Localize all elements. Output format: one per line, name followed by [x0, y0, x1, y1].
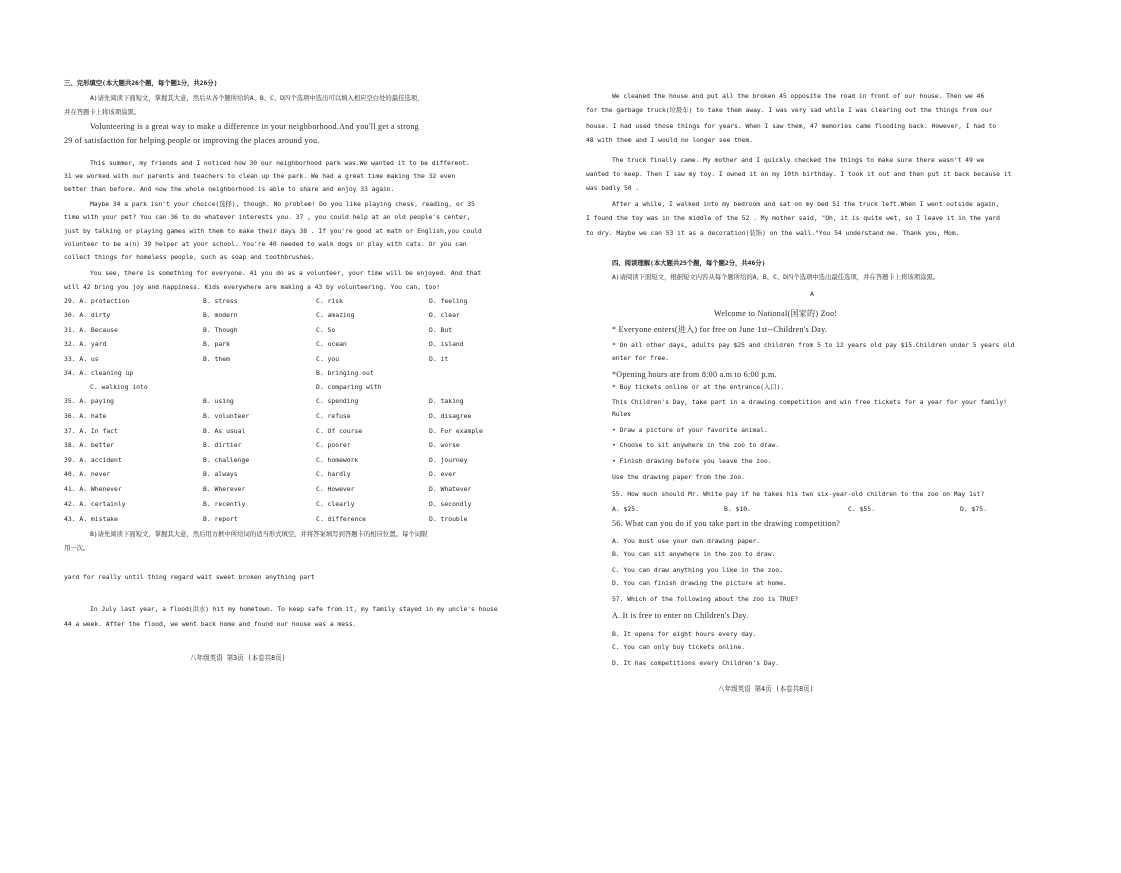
option: B. always: [203, 470, 238, 478]
option: B. $10.: [724, 505, 751, 513]
option: 40. A. never: [64, 470, 111, 478]
option: 39. A. accident: [64, 456, 122, 464]
passage-line: just by talking or playing games with them to make their days 38 . If you're good at math or English,you could: [64, 227, 482, 235]
option: 35. A. paying: [64, 397, 115, 405]
option: 38. A. better: [64, 441, 115, 449]
zoo-line: * Everyone enters(进入) for free on June 1st--Children's Day.: [612, 325, 828, 334]
option: C. difference: [316, 515, 367, 523]
option: D. trouble: [429, 515, 468, 523]
question-57: 57. Which of the following about the zoo is TRUE?: [612, 595, 799, 603]
option: C. refuse: [316, 412, 351, 420]
passage-line: wanted to keep. Then I saw my toy. I owned it on my 10th birthday. I took it out and then put it back because it: [586, 170, 1012, 178]
instruction-a-cont: 并在答题卡上将该项涂黑。: [64, 108, 141, 116]
passage-line: I found the toy was in the middle of the 52 . My mother said, "Oh, it is quite wet, so I leave it in the yard: [586, 214, 1000, 222]
passage-line: You see, there is something for everyone. 41 you do as a volunteer, your time will be enjoyed. And that: [90, 269, 482, 277]
option: B. stress: [203, 297, 238, 305]
zoo-line: * Buy tickets online or at the entrance(入口).: [612, 383, 785, 391]
option: C. hardly: [316, 470, 351, 478]
option: 42. A. certainly: [64, 500, 126, 508]
option: C. So: [316, 326, 336, 334]
passage-line: 31 we worked with our parents and teachers to clean up the park. We had a great time making the 32 even: [64, 172, 456, 180]
option: 41. A. Whenever: [64, 485, 122, 493]
question-56: 56. What can you do if you take part in the drawing competition?: [612, 519, 841, 528]
passage-line: volunteer to be a(n) 39 helper at your school. You're 40 needed to walk dogs or play with cats. Or you can: [64, 240, 467, 248]
option: B. As usual: [203, 427, 246, 435]
option: B. It opens for eight hours every day.: [612, 630, 757, 638]
option: 34. A. cleaning up: [64, 369, 134, 377]
option: D. Whatever: [429, 485, 472, 493]
option: 32. A. yard: [64, 340, 107, 348]
option: B. challenge: [203, 456, 250, 464]
option: D. But: [429, 326, 453, 334]
zoo-line: * On all other days, adults pay $25 and children from 5 to 12 years old pay $15.Children under 5 years old: [612, 341, 1015, 349]
option: A. It is free to enter on Children's Day.: [612, 611, 749, 620]
option: C. homework: [316, 456, 359, 464]
option: C. However: [316, 485, 355, 493]
page-footer: 八年级英语 第3页 (本卷共8页): [190, 654, 286, 662]
option: 29. A. protection: [64, 297, 130, 305]
option: D. disagree: [429, 412, 472, 420]
option: C. Of course: [316, 427, 363, 435]
option: C. $55.: [848, 505, 875, 513]
passage-line: We cleaned the house and put all the broken 45 opposite the road in front of our house. Then we 46: [612, 92, 985, 100]
passage-line: to dry. Maybe we can 53 it as a decoration(装饰) on the wall."You 54 understand me. Thank you, Mom.: [586, 229, 960, 237]
option: D. taking: [429, 397, 464, 405]
option: D. comparing with: [316, 383, 382, 391]
passage-line: house. I had used those things for years. When I saw them, 47 memories came flooding back. However, I had to: [586, 122, 997, 130]
zoo-line: This Children's Day, take part in a drawing competition and win free tickets for a year for your family!: [612, 398, 1007, 406]
option: D. ever: [429, 470, 456, 478]
passage-line: collect things for homeless people, such as soap and toothbrushes.: [64, 253, 315, 261]
zoo-title: Welcome to National(国家的) Zoo!: [714, 309, 838, 318]
option: C. walking into: [90, 383, 148, 391]
instruction-a: A)请先阅读下面短文，掌握其大意，然后从各个题所给的A、B、C、D四个选项中选出可以填入相应空白处的最佳选项，: [90, 94, 424, 102]
passage-line: will 42 bring you joy and happiness. Kids everywhere are making a 43 by volunteering. You can, too!: [64, 283, 440, 291]
passage-line: 48 with them and I would no longer see them.: [586, 136, 754, 144]
option: D. journey: [429, 456, 468, 464]
passage-line: Maybe 34 a park isn't your choice(选择), though. No problem! Do you like playing chess, reading, or 35: [90, 200, 475, 208]
option: C. spending: [316, 397, 359, 405]
option: 36. A. hate: [64, 412, 107, 420]
passage-line: Volunteering is a great way to make a difference in your neighborhood.And you'll get a strong: [90, 122, 419, 131]
section-4-heading: 四、阅读理解(本大题共25个题，每个题2分，共46分): [612, 259, 766, 267]
option: C. you: [316, 355, 340, 363]
option: C. You can only buy tickets online.: [612, 643, 745, 651]
question-55: 55. How much should Mr. White pay if he takes his two six-year-old children to the zoo on May 1st?: [612, 490, 985, 498]
option: B. volunteer: [203, 412, 250, 420]
option: C. poorer: [316, 441, 351, 449]
option: C. ocean: [316, 340, 347, 348]
option: B. park: [203, 340, 230, 348]
zoo-line: enter for free.: [612, 354, 669, 362]
zoo-line: • Draw a picture of your favorite animal.: [612, 426, 768, 434]
option: C. amazing: [316, 311, 355, 319]
zoo-line: Rules: [612, 410, 631, 418]
option: D. You can finish drawing the picture at home.: [612, 579, 787, 587]
option: D. it: [429, 355, 449, 363]
instruction-4a: A)请阅读下面短文，根据短文内容从每个题所给的A、B、C、D四个选项中选出最佳选项，并在答题卡上将该项涂黑。: [612, 273, 940, 281]
zoo-line: *Opening hours are from 8:00 a.m to 6:00 p.m.: [612, 370, 777, 379]
option: 33. A. us: [64, 355, 99, 363]
passage-line: After a while, I walked into my bedroom and sat on my bed 51 the truck left.When I went outside again,: [612, 200, 1000, 208]
option: D. island: [429, 340, 464, 348]
instruction-b: B)请先阅读下面短文，掌握其大意，然后用方框中所给词的适当形式填空，并将答案填写到答题卡的相应位置。每个词限: [90, 530, 428, 538]
option: D. $75.: [960, 505, 987, 513]
option: B. them: [203, 355, 230, 363]
option: D. secondly: [429, 500, 472, 508]
instruction-b-cont: 用一次。: [64, 544, 90, 552]
option: B. using: [203, 397, 234, 405]
passage-line: time with your pet? You can 36 to do whatever interests you. 37 , you could help at an old people's center,: [64, 213, 471, 221]
option: D. It has competitions every Children's Day.: [612, 659, 780, 667]
option: D. feeling: [429, 297, 468, 305]
option: C. clearly: [316, 500, 355, 508]
option: B. bringing out: [316, 369, 374, 377]
passage-line: better than before. And now the whole neighborhood is able to share and enjoy 33 again.: [64, 185, 395, 193]
zoo-line: Use the drawing paper from the zoo.: [612, 473, 745, 481]
passage-line: 29 of satisfaction for helping people or improving the places around you.: [64, 136, 320, 145]
option: 30. A. dirty: [64, 311, 111, 319]
option: D. worse: [429, 441, 460, 449]
option: C. risk: [316, 297, 343, 305]
option: B. report: [203, 515, 238, 523]
passage-letter: A: [810, 290, 814, 298]
option: 31. A. Because: [64, 326, 118, 334]
option: D. For example: [429, 427, 483, 435]
passage-line: was badly 50 .: [586, 184, 640, 192]
option: B. recently: [203, 500, 246, 508]
word-box: yard for really until thing regard wait sweet broken anything part: [64, 573, 315, 581]
section-3-heading: 三、完形填空(本大题共26个题，每个题1分，共26分): [64, 79, 218, 87]
page-footer: 八年级英语 第4页 (本卷共8页): [718, 685, 814, 693]
option: B. You can sit anywhere in the zoo to draw.: [612, 550, 776, 558]
story-line: In July last year, a flood(洪水) hit my hometown. To keep safe from it, my family stayed in my uncle's house: [90, 605, 498, 613]
option: B. modern: [203, 311, 238, 319]
option: B. Though: [203, 326, 238, 334]
option: A. You must use your own drawing paper.: [612, 537, 761, 545]
passage-line: The truck finally came. My mother and I quickly checked the things to make sure there wasn't 49 we: [612, 156, 985, 164]
option: 43. A. mistake: [64, 515, 118, 523]
zoo-line: • Choose to sit anywhere in the zoo to draw.: [612, 441, 780, 449]
option: B. Wherever: [203, 485, 246, 493]
option: C. You can draw anything you like in the zoo.: [612, 566, 783, 574]
passage-line: for the garbage truck(垃圾车) to take them away. I was very sad while I was clearing out the things from our: [586, 106, 993, 114]
option: D. clear: [429, 311, 460, 319]
story-line: 44 a week. After the flood, we went back home and found our house was a mess.: [64, 620, 357, 628]
option: 37. A. In fact: [64, 427, 118, 435]
option: B. dirtier: [203, 441, 242, 449]
passage-line: This summer, my friends and I noticed how 30 our neighborhood park was.We wanted it to be different.: [90, 159, 470, 167]
option: A. $25.: [612, 505, 639, 513]
zoo-line: • Finish drawing before you leave the zoo.: [612, 457, 772, 465]
